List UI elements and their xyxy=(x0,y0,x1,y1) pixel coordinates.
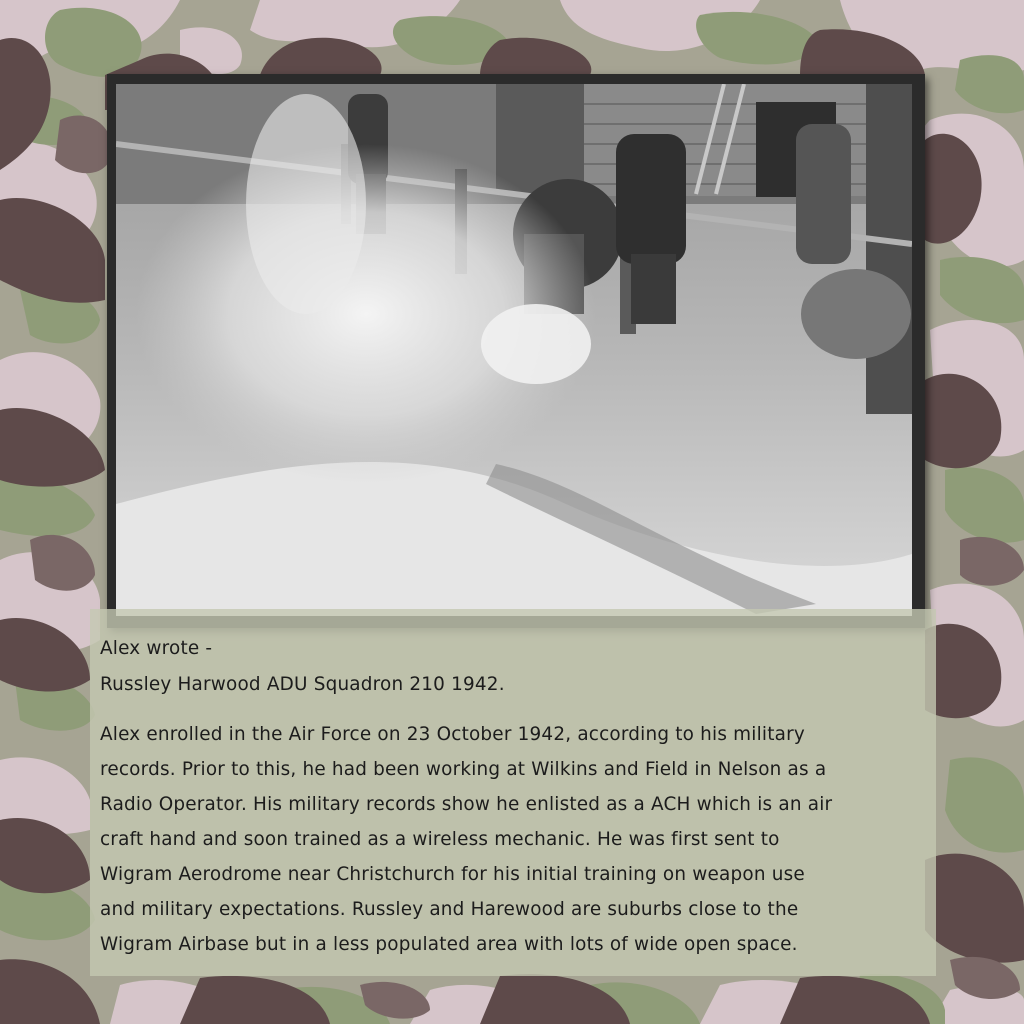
caption-body-line: Wigram Aerodrome near Christchurch for his initial training on weapon use xyxy=(100,864,805,885)
photo-title-line: Russley Harwood ADU Squadron 210 1942. xyxy=(100,674,505,695)
caption-body-line: and military expectations. Russley and Harewood are suburbs close to the xyxy=(100,899,799,920)
caption-body-line: records. Prior to this, he had been working at Wilkins and Field in Nelson as a xyxy=(100,759,827,780)
caption-body-line: craft hand and soon trained as a wireless mechanic. He was first sent to xyxy=(100,829,780,850)
author-line: Alex wrote - xyxy=(100,638,213,659)
caption-body xyxy=(100,717,926,962)
caption-box xyxy=(90,609,936,976)
photo-frame xyxy=(107,74,925,628)
caption-body-line: Wigram Airbase but in a less populated area with lots of wide open space. xyxy=(100,934,798,955)
vintage-black-and-white-photo-icon xyxy=(116,84,912,616)
caption-body-line: Alex enrolled in the Air Force on 23 October 1942, according to his military xyxy=(100,724,805,745)
caption-body-line: Radio Operator. His military records show he enlisted as a ACH which is an air xyxy=(100,794,833,815)
